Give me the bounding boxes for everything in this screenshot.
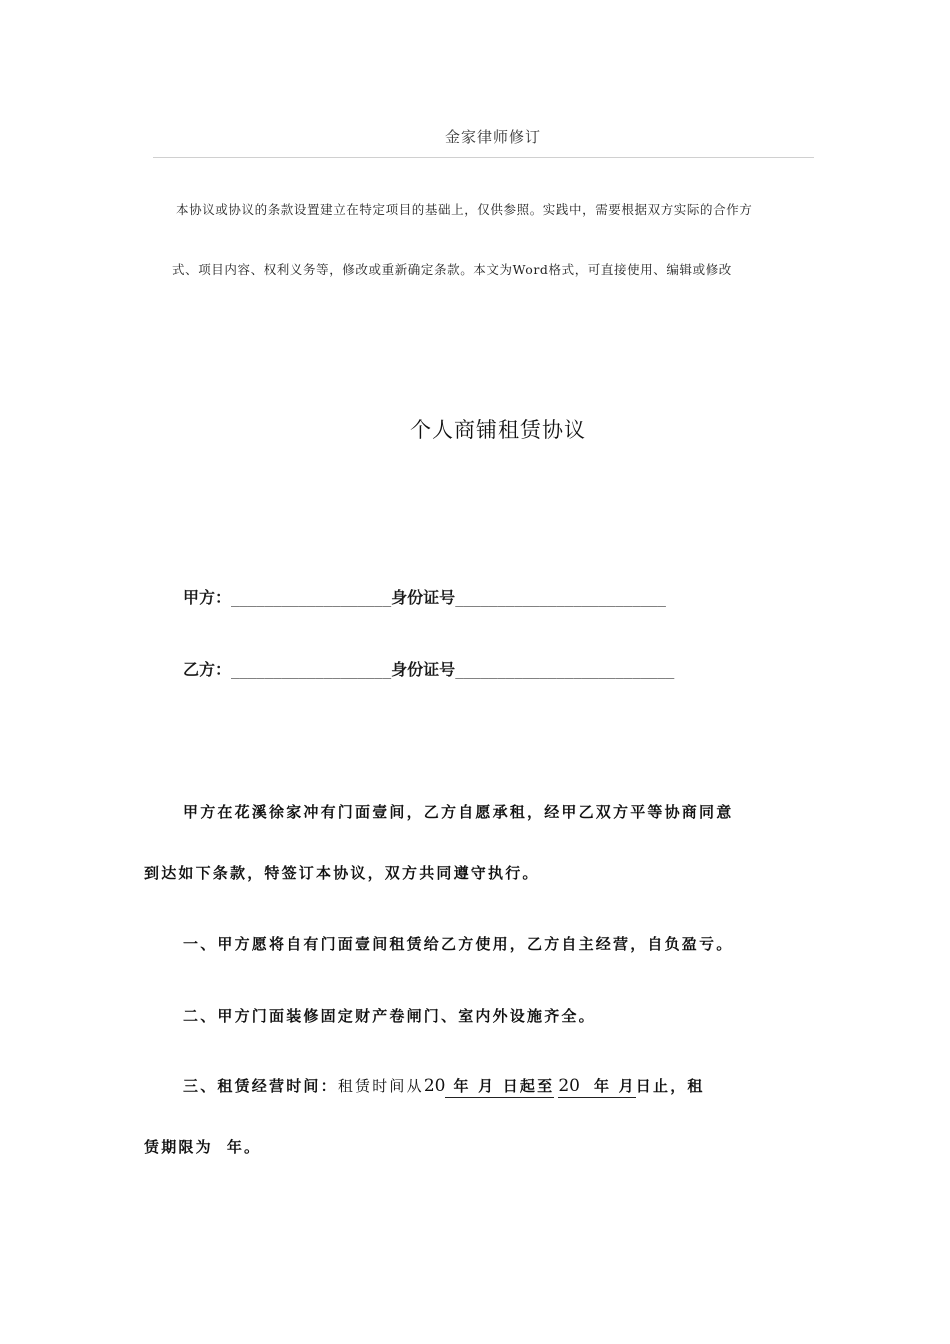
lease-end-date-blank (558, 1075, 635, 1098)
party-b-id-label: 身份证号 (391, 660, 456, 679)
party-a-label: 甲方： (183, 588, 232, 607)
disclaimer-line-1: 本协议或协议的条款设置建立在特定项目的基础上，仅供参照。实践中，需要根据双方实际的合作方 (176, 202, 753, 217)
party-a-id-blank: _________________________ (455, 591, 666, 607)
clause-1: 一、甲方愿将自有门面壹间租赁给乙方使用，乙方自主经营，自负盈亏。 (183, 935, 734, 953)
party-a-line (183, 585, 666, 608)
party-b-id-blank: __________________________ (455, 663, 675, 679)
header-divider (153, 157, 814, 158)
party-a-id-label: 身份证号 (391, 588, 456, 607)
party-a-name-blank: ___________________ (231, 591, 392, 607)
document-title: 个人商铺租赁协议 (410, 418, 586, 442)
disclaimer-line-2: 式、项目内容、权利义务等，修改或重新确定条款。本文为Word格式，可直接使用、编辑或修改 (172, 262, 732, 277)
clause-3-line-1 (183, 1075, 705, 1098)
party-b-name-blank: ___________________ (231, 663, 392, 679)
intro-paragraph-line-2: 到达如下条款，特签订本协议，双方共同遵守执行。 (144, 864, 540, 882)
party-b-line (183, 657, 674, 680)
lease-start-date-text: 年 月 日起至 (453, 1077, 555, 1095)
clause-2: 二、甲方门面装修固定财产卷闸门、室内外设施齐全。 (183, 1007, 596, 1025)
lease-start-year: 20 (423, 1076, 446, 1096)
clause-3-end: 日止，租 (635, 1077, 705, 1095)
lease-end-date-text: 年 月 (593, 1077, 636, 1095)
clause-3-text: 租赁时间从 (337, 1077, 424, 1095)
intro-paragraph-line-1: 甲方在花溪徐家冲有门面壹间，乙方自愿承租，经甲乙双方平等协商同意 (183, 803, 734, 821)
lease-start-date-blank (445, 1075, 554, 1098)
lease-term-unit: 年。 (226, 1138, 262, 1156)
party-b-label: 乙方： (183, 660, 232, 679)
clause-3-line-2 (144, 1136, 261, 1157)
lease-end-year: 20 (558, 1076, 580, 1096)
reviser-header: 金家律师修订 (444, 128, 541, 146)
lease-term-label: 赁期限为 (144, 1138, 213, 1156)
clause-3-label: 三、租赁经营时间： (183, 1077, 338, 1095)
